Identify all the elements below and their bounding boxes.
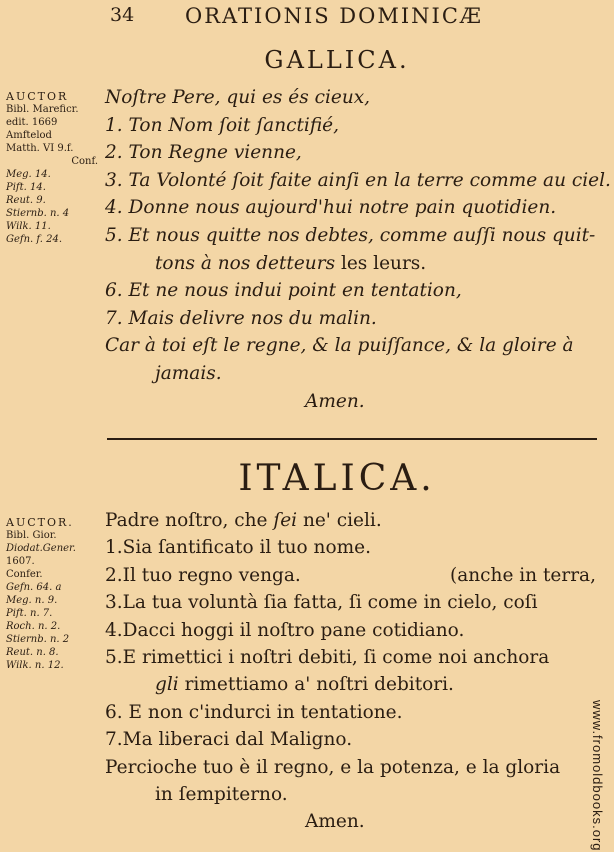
italica-line-2-tail: (anche in terra, [450,564,596,586]
gallica-line-6: 6. Et ne nous indui point en tentation, [105,280,462,302]
italica-line-5-cont [105,671,605,698]
italica-margin-note: Pift. n. 7. [6,608,53,619]
italica-line-2 [105,562,605,589]
gallica-doxology-cont: jamais. [155,362,222,384]
italica-line-5-cont-b: rimettiamo a' noſtri debitori. [178,674,454,696]
gallica-line-2: 2. Ton Regne vienne, [105,142,302,164]
italica-line-3: 3.La tua voluntà ſia fatta, ſi come in cielo, coſi [105,592,538,614]
gallica-margin-note: edit. 1669 [6,117,58,128]
gallica-title: GALLICA. [264,46,410,74]
gallica-line-1: 1. Ton Nom ſoit ſanctifié, [105,114,340,136]
gallica-margin-notes [6,90,102,246]
gallica-margin-note: Stiernb. n. 4 [6,208,70,219]
italica-margin-note: Wilk. n. 12. [6,660,64,671]
italica-prayer [105,507,605,836]
gallica-margin-note: Matth. VI 9.f. [6,143,74,154]
gallica-margin-note: Pift. 14. [6,182,46,193]
italica-margin-note: Diodat.Gener. [6,543,76,554]
gallica-margin-note: Wilk. 11. [6,221,51,232]
italica-line-2-text: 2.Il tuo regno venga. [105,564,301,586]
italica-line-5-cont-a: gli [155,674,179,696]
gallica-line-4: 4. Donne nous aujourd'hui notre pain quotidien. [105,197,557,219]
gallica-margin-note: AUCTOR [6,90,69,103]
italica-margin-notes [6,516,102,672]
italica-amen: Amen. [305,811,365,833]
italica-margin-note: Bibl. Gior. [6,530,57,541]
gallica-line-5: 5. Et nous quitte nos debtes, comme auſſi nous quit- [105,224,596,246]
gallica-line-5-cont [105,250,605,278]
italica-line-invocation [105,507,605,534]
italica-margin-note: Reut. n. 8. [6,647,59,658]
gallica-margin-note: Meg. 14. [6,169,51,180]
page-number: 34 [110,4,135,26]
gallica-margin-note: Reut. 9. [6,195,46,206]
italica-invocation-b: ſei [273,510,298,531]
source-credit: www.fromoldbooks.org [590,700,605,852]
italica-margin-note: Gefn. 64. a [6,582,62,593]
italica-margin-note: AUCTOR. [6,516,74,529]
italica-line-5: 5.E rimettici i noſtri debiti, ſi come noi anchora [105,647,550,669]
italica-line-1: 1.Sia ſantificato il tuo nome. [105,537,371,559]
gallica-doxology: Car à toi eſt le regne, & la puiſſance, & la gloire à [105,335,574,357]
italica-margin-note: Stiernb. n. 2 [6,634,70,645]
italica-line-6: 6. E non c'indurci in tentatione. [105,701,403,723]
italica-invocation-c: ne' cieli. [297,510,382,531]
gallica-margin-note: Gefn. f. 24. [6,234,63,245]
italica-invocation-a: Padre noſtro, che [105,510,274,531]
gallica-line-5-cont-italic: tons à nos detteurs [155,252,336,274]
gallica-line-3: 3. Ta Volonté ſoit faite ainſi en la terre comme au ciel. [105,169,611,191]
italica-line-4: 4.Dacci hoggi il noſtro pane cotidiano. [105,619,465,641]
italica-margin-note: Meg. n. 9. [6,595,58,606]
gallica-margin-note: Amftelod [6,130,52,141]
running-head [0,4,614,30]
section-divider [107,438,597,440]
gallica-margin-note: Conf. [71,156,98,167]
italica-margin-note: Confer. [6,569,43,580]
gallica-prayer [105,84,611,415]
italica-margin-note: Roch. n. 2. [6,621,61,632]
running-title: ORATIONIS DOMINICÆ [185,4,483,28]
italica-margin-note: 1607. [6,556,35,567]
italica-doxology-cont: in ſempiterno. [155,784,288,806]
gallica-amen: Amen. [305,390,365,412]
gallica-line-5-cont-roman: les leurs. [335,252,427,274]
italica-line-7: 7.Ma liberaci dal Maligno. [105,729,353,751]
italica-doxology: Percioche tuo è il regno, e la potenza, e la gloria [105,756,561,778]
gallica-line-7: 7. Mais delivre nos du malin. [105,307,377,329]
italica-title: ITALICA. [238,458,436,499]
gallica-margin-note: Bibl. Mareficr. [6,104,79,115]
gallica-line-invocation: Noſtre Pere, qui es és cieux, [105,87,371,108]
